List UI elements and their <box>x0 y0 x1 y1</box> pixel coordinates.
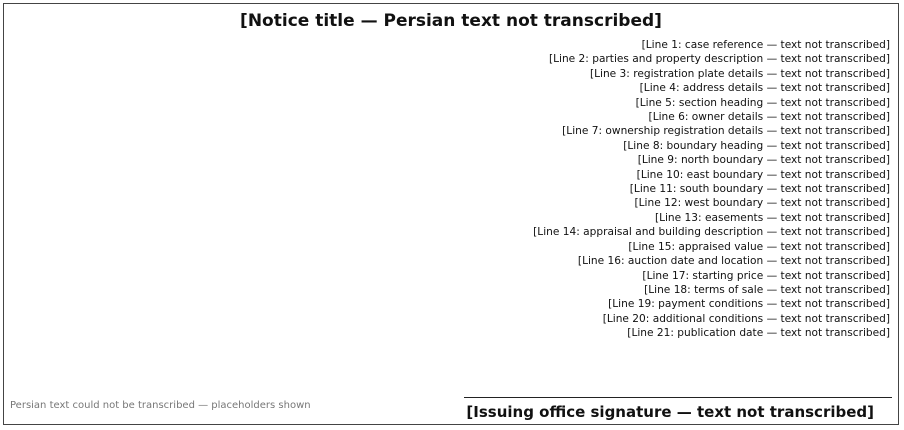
notice-body <box>12 38 890 341</box>
signature-divider <box>464 397 892 398</box>
notice-line: [Line 20: additional conditions — text not transcribed] <box>602 312 890 325</box>
notice-line: [Line 11: south boundary — text not transcribed] <box>629 183 890 196</box>
notice-line: [Line 18: terms of sale — text not transcribed] <box>644 283 890 296</box>
transcription-note: Persian text could not be transcribed — placeholders shown <box>10 400 311 411</box>
auction-notice <box>3 3 899 425</box>
notice-line: [Line 21: publication date — text not transcribed] <box>627 327 890 340</box>
notice-line: [Line 16: auction date and location — text not transcribed] <box>577 255 890 268</box>
notice-line: [Line 9: north boundary — text not transcribed] <box>637 154 890 167</box>
notice-line: [Line 5: section heading — text not transcribed] <box>635 96 890 109</box>
notice-line: [Line 2: parties and property description — text not transcribed] <box>548 53 890 66</box>
notice-line: [Line 13: easements — text not transcribed] <box>654 211 890 224</box>
notice-line: [Line 14: appraisal and building description — text not transcribed] <box>533 226 890 239</box>
notice-line: [Line 7: ownership registration details — text not transcribed] <box>562 125 890 138</box>
issuing-office-signature: [Issuing office signature — text not transcribed] <box>466 403 874 421</box>
notice-line: [Line 4: address details — text not transcribed] <box>639 82 890 95</box>
notice-line: [Line 3: registration plate details — text not transcribed] <box>589 67 890 80</box>
notice-line: [Line 19: payment conditions — text not transcribed] <box>608 298 890 311</box>
notice-line: [Line 1: case reference — text not transcribed] <box>641 39 890 51</box>
notice-line: [Line 15: appraised value — text not transcribed] <box>628 240 890 253</box>
notice-title: [Notice title — Persian text not transcribed] <box>240 11 662 31</box>
notice-line: [Line 6: owner details — text not transcribed] <box>648 111 890 124</box>
notice-line: [Line 17: starting price — text not transcribed] <box>642 269 890 282</box>
notice-line: [Line 12: west boundary — text not transcribed] <box>634 197 890 210</box>
notice-line: [Line 10: east boundary — text not transcribed] <box>636 168 890 181</box>
notice-line: [Line 8: boundary heading — text not transcribed] <box>623 139 890 152</box>
